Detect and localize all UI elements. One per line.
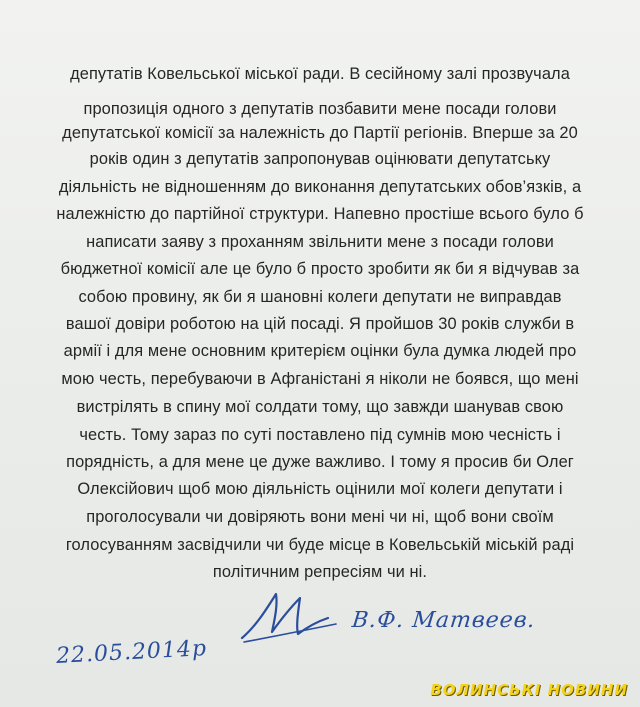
signature-name: В.Ф. Матвеев. [350, 608, 537, 633]
letter-line: діяльність не відношенням до виконання депутатських обов’язків, а [58, 178, 582, 196]
letter-line: Олексійович щоб мою діяльність оцінили мої колеги депутати і [77, 480, 563, 498]
signature-date: 22.05.2014р [55, 636, 208, 669]
letter-line: порядність, а для мене це дуже важливо. І тому я просив би Олег [66, 453, 574, 471]
letter-line: років один з депутатів запропонував оцінювати депутатську [89, 150, 551, 168]
letter-line: пропозиція одного з депутатів позбавити мене посади голови [83, 100, 557, 118]
letter-line: бюджетної комісії але це було б просто зробити як би я відчував за [60, 260, 580, 278]
letter-line: голосуванням засвідчили чи буде місце в Ковельській міській раді [65, 536, 575, 554]
letter-line: написати заяву з проханням звільнити мене з посади голови [86, 233, 554, 251]
letter-line: депутатів Ковельської міської ради. В сесійному залі прозвучала [70, 65, 570, 83]
watermark-logo: ВОЛИНСЬКІ НОВИНИ [430, 681, 628, 699]
letter-line: належністю до партійної структури. Напевно простіше всього було б [56, 205, 584, 223]
letter-line: честь. Тому зараз по суті поставлено під сумнів мою чесність і [79, 426, 561, 444]
letter-line: армії і для мене основним критерієм оцінки була думка людей про [63, 342, 577, 360]
letter-line: проголосували чи довіряють вони мені чи ні, щоб вони своїм [86, 508, 554, 526]
letter-line: політичним репресіям чи ні. [212, 563, 428, 581]
letter-line: вистрілять в спину мої солдати тому, що завжди шанував свою [76, 398, 564, 416]
letter-line: собою провину, як би я шановні колеги депутати не виправдав [78, 288, 562, 306]
letter-line: депутатської комісії за належність до Партії регіонів. Вперше за 20 [62, 124, 578, 142]
signature-scribble [236, 588, 346, 648]
letter-line: мою честь, перебуваючи в Афганістані я ніколи не боявся, що мені [61, 370, 579, 388]
letter-line: вашої довіри роботою на цій посаді. Я пройшов 30 років служби в [65, 315, 575, 333]
